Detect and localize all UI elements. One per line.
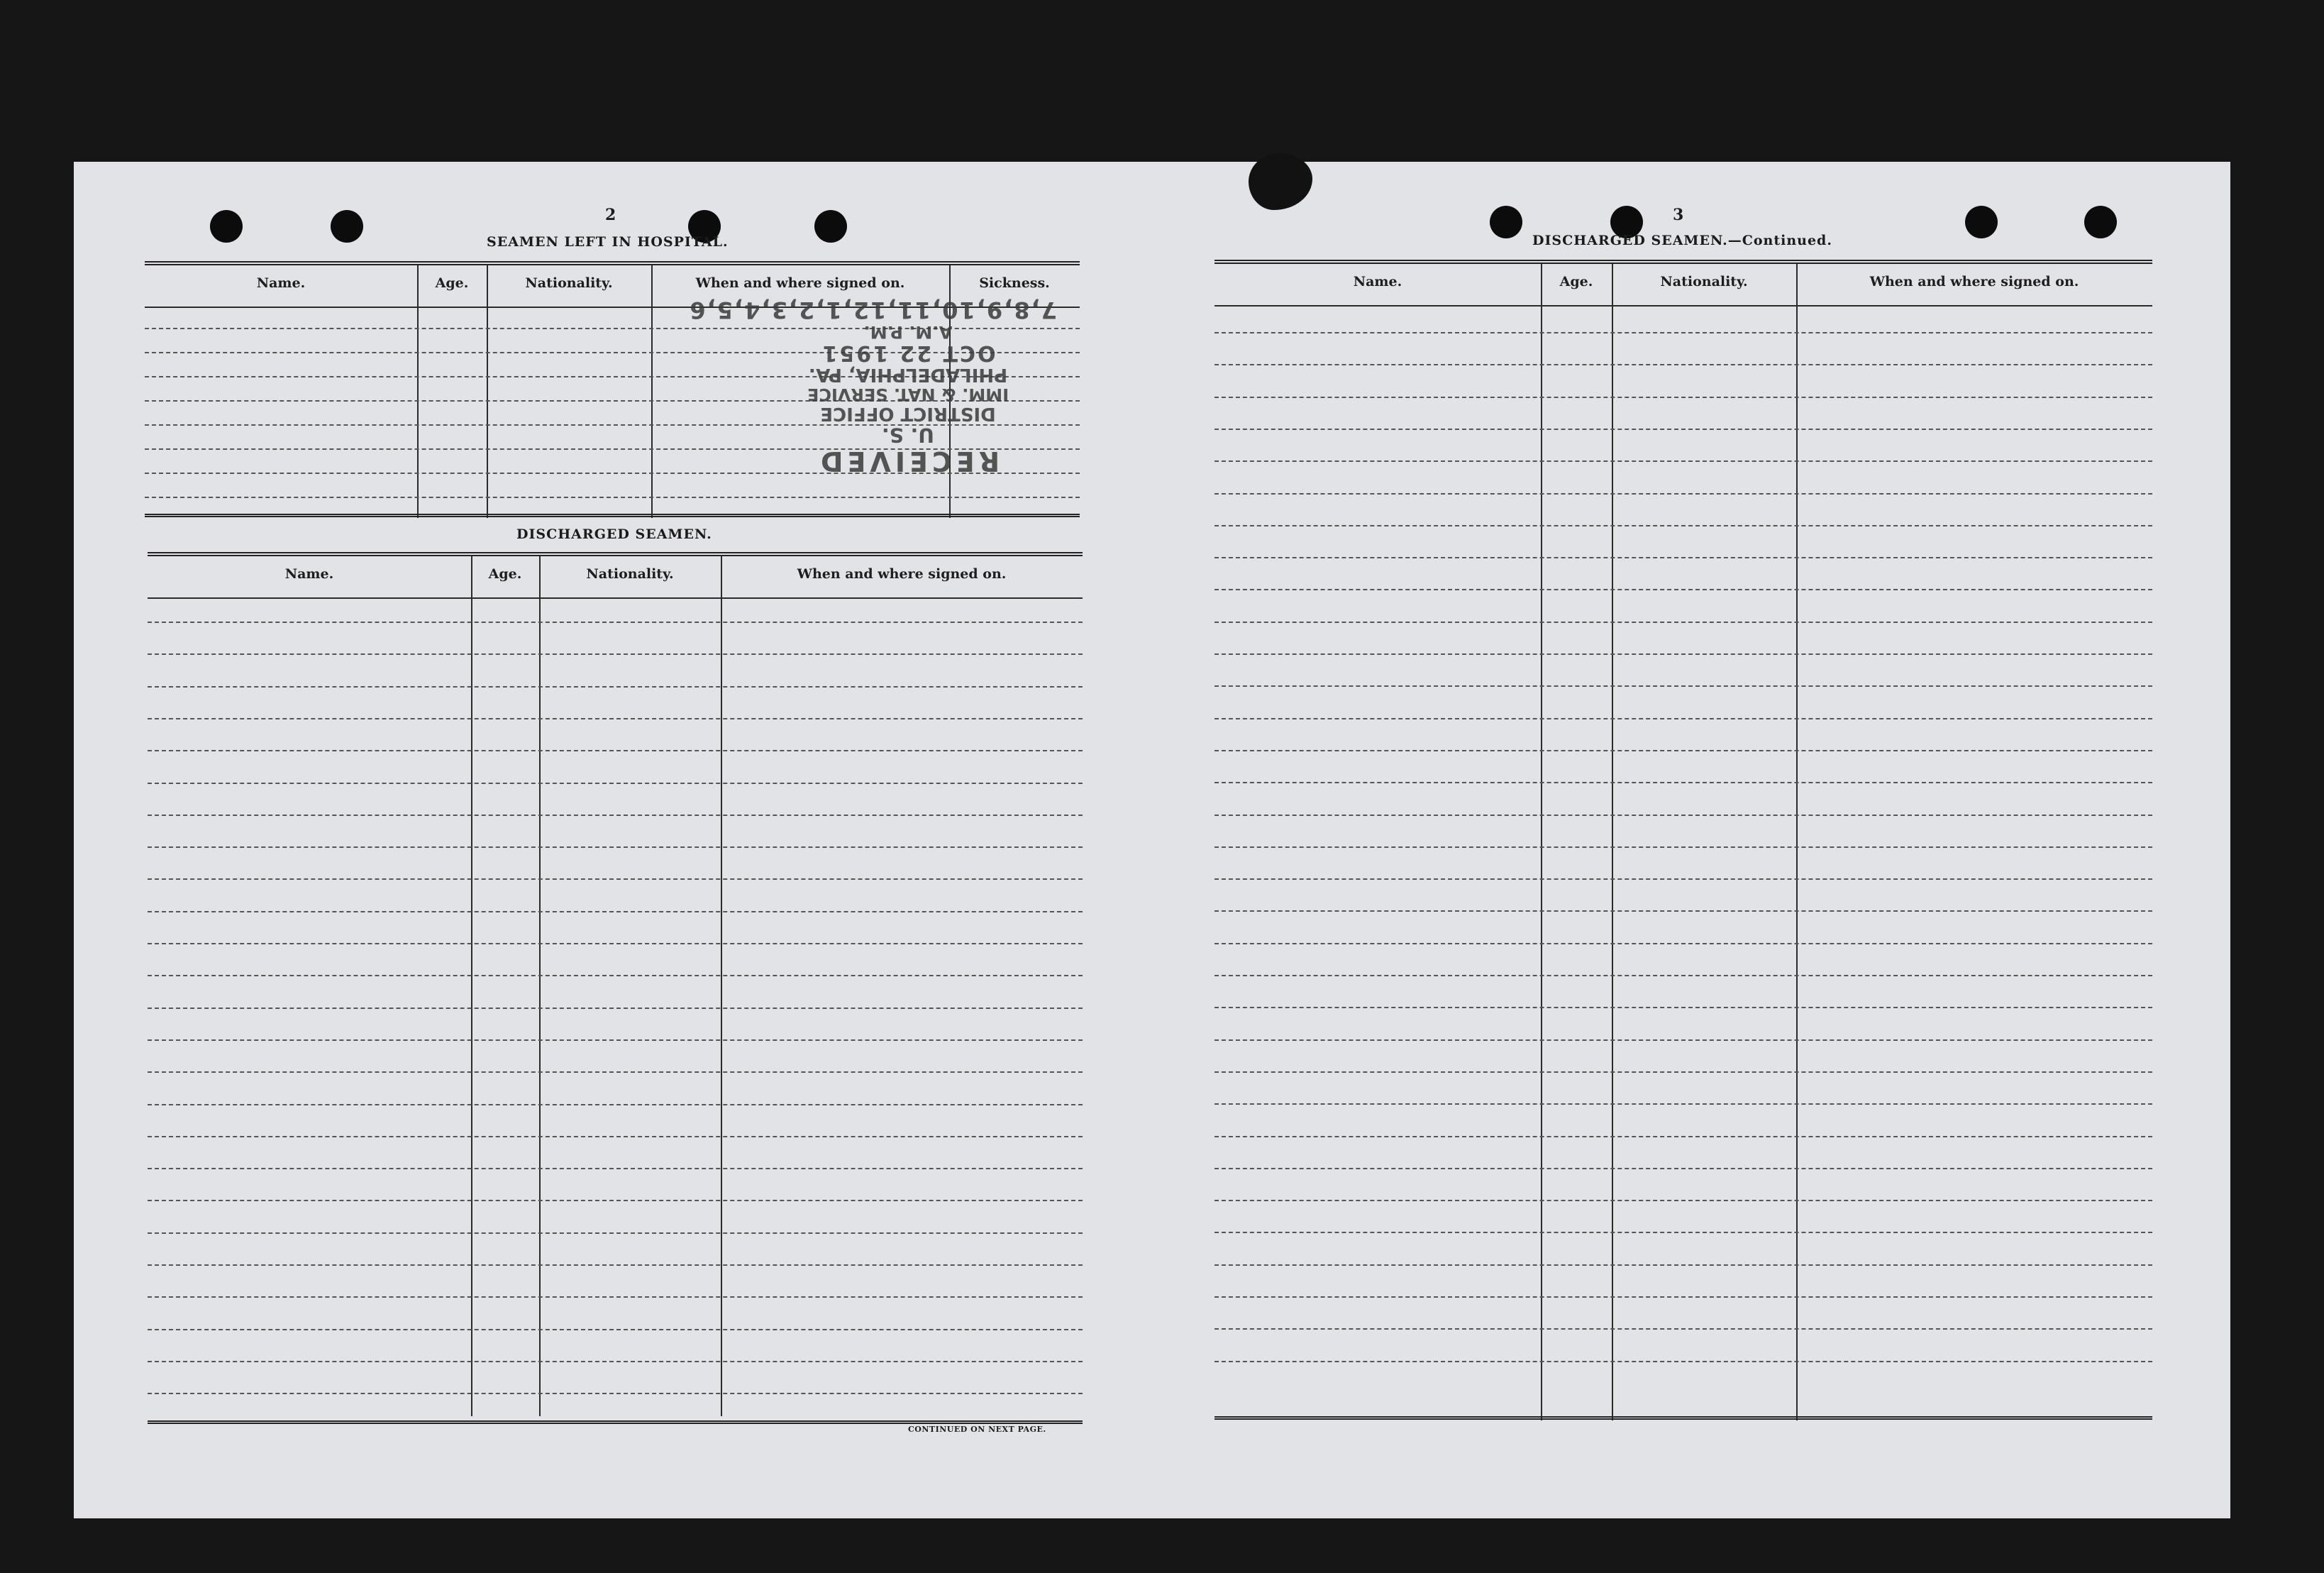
punch-hole: [2084, 206, 2117, 238]
ruled-line: [1214, 1296, 2152, 1298]
ruled-line: [1214, 815, 2152, 816]
ruled-line: [1214, 718, 2152, 719]
ruled-line: [1214, 1039, 2152, 1041]
punch-hole: [814, 210, 847, 243]
stamp-line: RECEIVED: [816, 446, 1000, 477]
ruled-line: [1214, 460, 2152, 462]
ruled-line: [1214, 653, 2152, 655]
ruled-line: [1214, 364, 2152, 365]
ruled-line: [148, 1071, 1083, 1073]
ruled-line: [1214, 943, 2152, 944]
ruled-line: [145, 497, 1080, 498]
ruled-line: [1214, 750, 2152, 751]
ruled-line: [148, 1232, 1083, 1234]
ruled-line: [1214, 685, 2152, 687]
ruled-line: [148, 815, 1083, 816]
ruled-line: [148, 622, 1083, 623]
stamp-date: OCT 22 1951: [820, 340, 996, 365]
ruled-line: [148, 943, 1083, 944]
right-page-number: 3: [1673, 206, 1684, 224]
discharged-continued-table: [1214, 260, 2152, 1420]
stamp-line: PHILADELPHIA, PA.: [808, 364, 1008, 386]
col-header-name: Name.: [256, 275, 306, 291]
ruled-line: [148, 718, 1083, 719]
ruled-line: [148, 1039, 1083, 1041]
ruled-line: [148, 1136, 1083, 1137]
ruled-line: [1214, 1328, 2152, 1330]
ruled-line: [1214, 429, 2152, 430]
col-header-signed-on: When and where signed on.: [695, 275, 905, 291]
ruled-line: [1214, 1103, 2152, 1105]
ruled-line: [148, 878, 1083, 880]
ruled-line: [1214, 1136, 2152, 1137]
ruled-line: [148, 653, 1083, 655]
ruled-line: [1214, 397, 2152, 398]
col-header-nationality: Nationality.: [525, 275, 613, 291]
received-stamp: [688, 263, 1057, 477]
table-bottom-rule: [1214, 1416, 2152, 1420]
discharged-table: [148, 552, 1083, 1416]
ruled-line: [148, 1296, 1083, 1298]
continued-section-heading: DISCHARGED SEAMEN.—Continued.: [1532, 233, 1832, 248]
table-bottom-rule: [148, 1420, 1083, 1424]
ruled-line: [148, 1168, 1083, 1169]
ruled-line: [148, 750, 1083, 751]
continued-note: CONTINUED ON NEXT PAGE.: [908, 1425, 1046, 1434]
ruled-line: [1214, 589, 2152, 590]
table-bottom-rule: [145, 514, 1080, 517]
ruled-line: [148, 1393, 1083, 1394]
ruled-line: [148, 911, 1083, 912]
stamp-line: A.M. P.M.: [863, 321, 953, 342]
punch-hole: [1965, 206, 1998, 238]
col-header-age: Age.: [1559, 274, 1593, 289]
stamp-line: U. S.: [882, 424, 934, 448]
ruled-line: [148, 1264, 1083, 1266]
stamp-hours: 7,8,9,10,11,12,1,2,3,4,5,6: [688, 297, 1057, 324]
ruled-line: [1214, 1232, 2152, 1233]
discharged-section-heading: DISCHARGED SEAMEN.: [516, 526, 712, 542]
ruled-line: [1214, 1361, 2152, 1362]
ruled-line: [148, 1200, 1083, 1201]
ruled-line: [148, 1329, 1083, 1330]
ruled-line: [1214, 1168, 2152, 1169]
hospital-section-heading: SEAMEN LEFT IN HOSPITAL.: [487, 234, 729, 250]
ruled-line: [1214, 975, 2152, 976]
ruled-line: [1214, 846, 2152, 848]
ruled-line: [1214, 332, 2152, 333]
ruled-line: [148, 975, 1083, 976]
ruled-line: [1214, 525, 2152, 526]
ruled-line: [1214, 557, 2152, 558]
col-header-age: Age.: [488, 566, 522, 582]
punch-hole: [331, 210, 363, 243]
ruled-line: [1214, 1007, 2152, 1008]
col-header-signed-on: When and where signed on.: [797, 566, 1007, 582]
stamp-line: IMM. & NAT. SERVICE: [807, 384, 1009, 404]
col-header-nationality: Nationality.: [586, 566, 674, 582]
ruled-line: [1214, 1200, 2152, 1201]
punch-hole: [210, 210, 243, 243]
ruled-line: [148, 686, 1083, 688]
col-header-sickness: Sickness.: [979, 275, 1050, 291]
col-header-nationality: Nationality.: [1660, 274, 1748, 289]
ruled-line: [148, 1104, 1083, 1105]
ruled-line: [1214, 782, 2152, 783]
left-page-number: 2: [605, 206, 616, 224]
stamp-line: DISTRICT OFFICE: [820, 403, 996, 425]
ruled-line: [148, 846, 1083, 848]
punch-hole: [1490, 206, 1522, 238]
ruled-line: [1214, 878, 2152, 880]
ruled-line: [1214, 1264, 2152, 1266]
ruled-line: [1214, 1071, 2152, 1073]
col-header-age: Age.: [435, 275, 469, 291]
ruled-line: [1214, 493, 2152, 495]
col-header-name: Name.: [1353, 274, 1402, 289]
col-header-name: Name.: [284, 566, 334, 582]
ruled-line: [1214, 910, 2152, 912]
ruled-line: [148, 783, 1083, 784]
col-header-signed-on: When and where signed on.: [1869, 274, 2079, 289]
ruled-line: [1214, 622, 2152, 623]
ruled-line: [148, 1008, 1083, 1009]
ruled-line: [148, 1361, 1083, 1362]
